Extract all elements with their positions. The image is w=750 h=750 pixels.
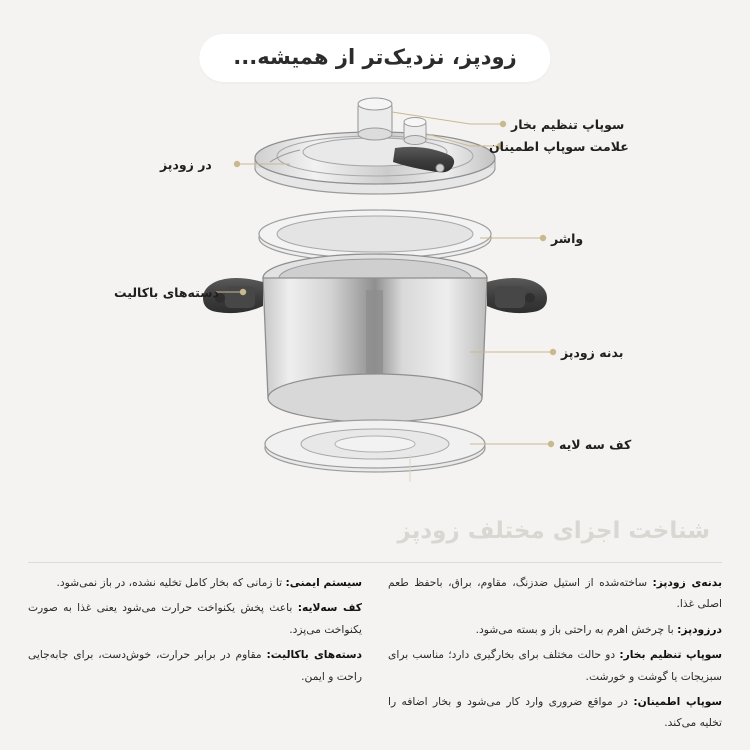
term-safety-valve: سوپاپ اطمینان: bbox=[633, 695, 722, 709]
lid-group bbox=[255, 98, 495, 194]
label-lid: در زودپز bbox=[160, 157, 212, 172]
list-item bbox=[28, 572, 362, 593]
term-three-layer-base: کف سه‌لایه: bbox=[297, 601, 362, 615]
steam-valve-part bbox=[358, 98, 392, 140]
label-safety-valve-mark: علامت سوپاپ اطمینان bbox=[489, 139, 629, 154]
label-washer: واشر bbox=[551, 231, 584, 246]
bakelite-handle-right bbox=[487, 278, 547, 313]
divider bbox=[28, 562, 722, 563]
desc-three-layer-base: باعث پخش یکنواخت حرارت می‌شود یعنی غذا به صورت یکنواخت می‌پزد. bbox=[28, 601, 362, 636]
desc-safety-valve: در مواقع ضروری وارد کار می‌شود و بخار اضافه را تخلیه می‌کند. bbox=[388, 695, 722, 730]
description-columns bbox=[28, 572, 722, 738]
term-body: بدنه‌ی زودپز: bbox=[652, 576, 722, 589]
desc-body: ساخته‌شده از استیل ضدزنگ، مقاوم، براق، با‌حفظ طعم اصلی غذا. bbox=[388, 576, 722, 611]
list-item bbox=[388, 619, 722, 640]
term-steam-valve: سوپاپ تنظیم بخار: bbox=[619, 648, 722, 662]
description-column-right bbox=[388, 572, 722, 738]
term-lid: در‌زودپز: bbox=[677, 622, 722, 636]
pot-body-group bbox=[203, 254, 547, 422]
label-three-layer-base: کف سه لایه bbox=[559, 437, 632, 452]
desc-steam-valve: دو حالت مختلف برای بخارگیری دارد؛ مناسب برای سبزیجات یا گوشت و خورشت. bbox=[388, 648, 722, 683]
label-steam-valve: سوپاپ تنظیم بخار bbox=[511, 117, 625, 132]
list-item bbox=[28, 597, 362, 640]
desc-bakelite-handles: مقاوم در برابر حرارت، خوش‌دست، برای جابه‌جایی راحت و ایمن. bbox=[28, 648, 362, 683]
label-body: بدنه زودپز bbox=[561, 345, 624, 360]
list-item bbox=[388, 691, 722, 734]
list-item bbox=[388, 644, 722, 687]
term-bakelite-handles: دسته‌های باکالیت: bbox=[266, 648, 363, 662]
description-panel bbox=[0, 500, 750, 750]
label-bakelite-handles: دسته‌های باکالیت bbox=[114, 285, 219, 300]
desc-safety-system: تا زمانی که بخار کامل تخلیه نشده، در باز نمی‌شود. bbox=[56, 576, 286, 589]
three-layer-base-group bbox=[265, 420, 485, 472]
list-item bbox=[388, 572, 722, 615]
section-heading: شناخت اجزای مختلف زودپز bbox=[397, 518, 710, 544]
desc-lid: با چرخش اهرم به راحتی باز و بسته می‌شود. bbox=[475, 622, 678, 636]
description-column-left bbox=[28, 572, 362, 738]
term-safety-system: سیستم ایمنی: bbox=[285, 576, 362, 589]
list-item bbox=[28, 644, 362, 687]
safety-valve-part bbox=[404, 118, 426, 145]
page-title: زودپز، نزدیک‌تر از همیشه... bbox=[199, 34, 550, 82]
